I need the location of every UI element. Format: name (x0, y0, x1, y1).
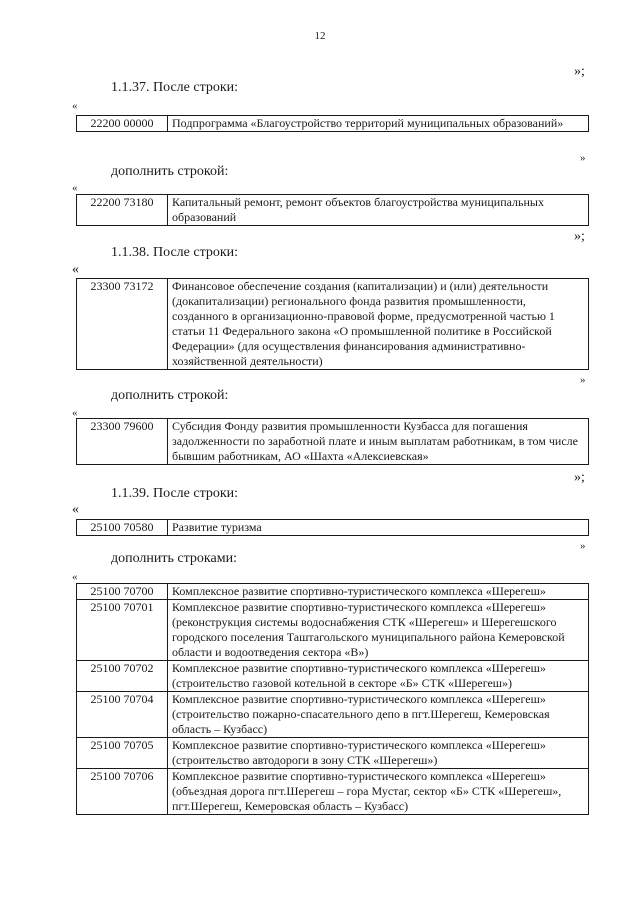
code-cell: 23300 79600 (77, 419, 168, 465)
code-cell: 25100 70700 (77, 584, 168, 600)
table-row (77, 195, 589, 226)
description-cell: Развитие туризма (168, 520, 589, 536)
opening-quote: « (72, 571, 78, 583)
code-table (76, 278, 589, 370)
table-row (77, 738, 589, 769)
add-rows-label: дополнить строками: (111, 551, 237, 566)
closing-quote: » (580, 374, 586, 386)
opening-quote: « (72, 182, 78, 194)
description-cell: Подпрограмма «Благоустройство территорий муниципальных образований» (168, 116, 589, 132)
opening-quote: « (72, 502, 79, 517)
code-cell: 25100 70580 (77, 520, 168, 536)
table-row (77, 419, 589, 465)
code-cell: 25100 70706 (77, 769, 168, 815)
description-cell: Комплексное развитие спортивно-туристического комплекса «Шерегеш» (168, 584, 589, 600)
table-row (77, 279, 589, 370)
opening-quote: « (72, 262, 79, 277)
code-cell: 22200 00000 (77, 116, 168, 132)
code-cell: 25100 70702 (77, 661, 168, 692)
closing-quote: » (580, 540, 586, 552)
code-cell: 25100 70704 (77, 692, 168, 738)
table-row (77, 116, 589, 132)
add-row-label: дополнить строкой: (111, 388, 229, 403)
description-cell: Финансовое обеспечение создания (капитализации) и (или) деятельности (докапитализации) регионального фонда развития промышленности, созданного в организационно-правовой форме, предусмотренной частью 1 статьи 11 Федерального закона «О промышленной политике в Российской Федерации» (для осуществления финансирования административно-хозяйственной деятельности) (168, 279, 589, 370)
description-cell: Комплексное развитие спортивно-туристического комплекса «Шерегеш» (строительство пожарно-спасательного депо в пгт.Шерегеш, Кемеровская область – Кузбасс) (168, 692, 589, 738)
description-cell: Комплексное развитие спортивно-туристического комплекса «Шерегеш» (объездная дорога пгт.Шерегеш – гора Мустаг, сектор «Б» СТК «Шерегеш», пгт.Шерегеш, Кемеровская область – Кузбасс) (168, 769, 589, 815)
code-table (76, 583, 589, 815)
section-heading-1137: 1.1.37. После строки: (111, 80, 239, 95)
description-cell: Комплексное развитие спортивно-туристического комплекса «Шерегеш» (строительство автодороги в зону СТК «Шерегеш») (168, 738, 589, 769)
table-row (77, 769, 589, 815)
code-table (76, 418, 589, 465)
description-cell: Капитальный ремонт, ремонт объектов благоустройства муниципальных образований (168, 195, 589, 226)
table-row (77, 520, 589, 536)
code-table (76, 519, 589, 536)
opening-quote: « (72, 407, 78, 419)
closing-quote: »; (574, 229, 585, 244)
table-row (77, 584, 589, 600)
opening-quote: « (72, 100, 78, 112)
code-cell: 23300 73172 (77, 279, 168, 370)
code-cell: 25100 70705 (77, 738, 168, 769)
table-row (77, 661, 589, 692)
code-cell: 25100 70701 (77, 600, 168, 661)
description-cell: Комплексное развитие спортивно-туристического комплекса «Шерегеш» (строительство газовой котельной в секторе «Б» СТК «Шерегеш») (168, 661, 589, 692)
description-cell: Субсидия Фонду развития промышленности Кузбасса для погашения задолженности по заработной плате и иным выплатам работникам, в том числе бывшим работникам, АО «Шахта «Алексиевская» (168, 419, 589, 465)
description-cell: Комплексное развитие спортивно-туристического комплекса «Шерегеш» (реконструкция системы водоснабжения СТК «Шерегеш» и Шерегешского городского поселения Таштагольского муниципального района Кемеровской области и водоотведения сектора «В») (168, 600, 589, 661)
page-number: 12 (314, 30, 326, 42)
add-row-label: дополнить строкой: (111, 164, 229, 179)
code-table (76, 194, 589, 226)
table-row (77, 692, 589, 738)
code-table (76, 115, 589, 132)
closing-quote: »; (574, 470, 585, 485)
table-row (77, 600, 589, 661)
code-cell: 22200 73180 (77, 195, 168, 226)
closing-quote: »; (574, 64, 585, 79)
section-heading-1139: 1.1.39. После строки: (111, 486, 239, 501)
closing-quote: » (580, 152, 586, 164)
section-heading-1138: 1.1.38. После строки: (111, 245, 239, 260)
